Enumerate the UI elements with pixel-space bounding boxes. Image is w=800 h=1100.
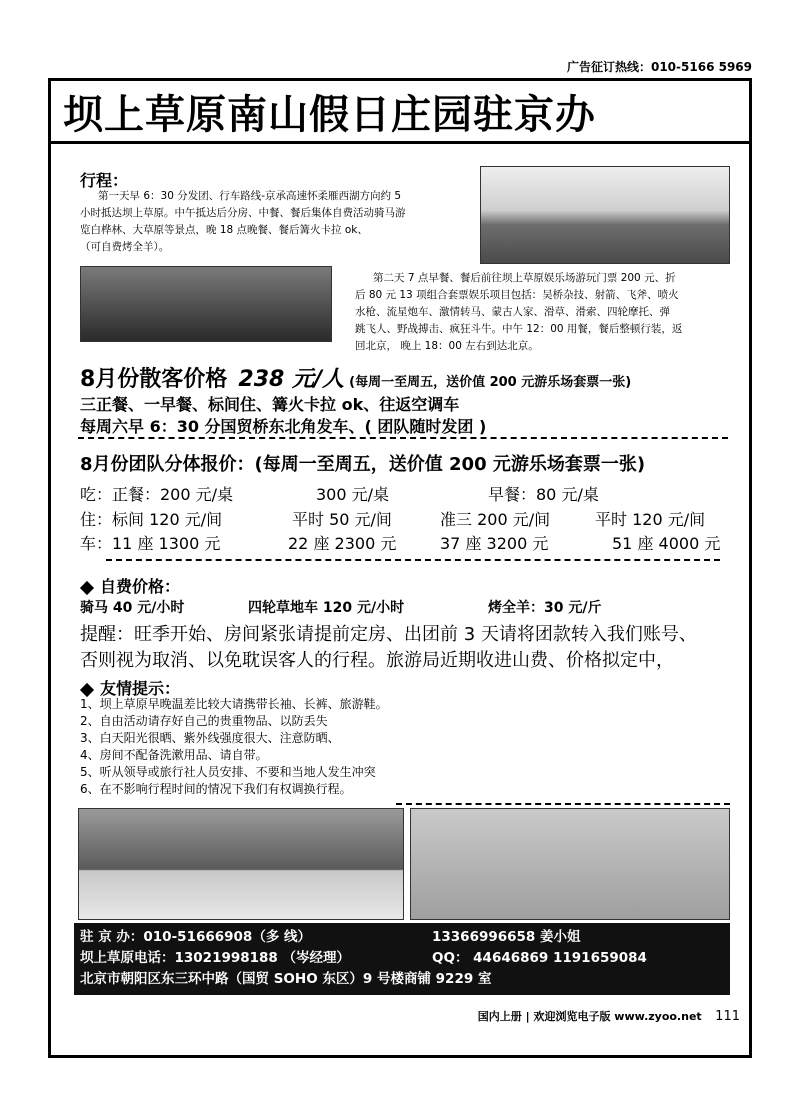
eat-cell: 吃：正餐：200 元/桌 (80, 485, 234, 504)
office-phone: 驻 京 办：010-51666908（多 线） (80, 929, 312, 945)
contact-line (80, 948, 724, 969)
eat-row (80, 482, 720, 505)
self-pay-item: 烤全羊：30 元/斤 (488, 600, 602, 616)
car-row (80, 531, 730, 554)
page-number: 111 (715, 1009, 740, 1024)
contact-box (74, 923, 730, 995)
eat-cell: 300 元/桌 (316, 485, 390, 504)
self-pay-heading-row (82, 574, 180, 597)
divider (78, 437, 728, 439)
title-banner (48, 78, 752, 144)
stay-row (80, 507, 730, 530)
stay-cell: 平时 50 元/间 (292, 510, 392, 529)
self-pay-item: 四轮草地车 120 元/小时 (248, 600, 405, 616)
car-cell: 37 座 3200 元 (440, 534, 549, 553)
farmhouse-photo (480, 166, 730, 264)
office-mobile: 13366996658 姜小姐 (432, 929, 581, 945)
diamond-icon (80, 682, 94, 696)
day2-line: 回北京， 晚上 18：00 左右到达北京。 (355, 340, 539, 352)
day1-line: 览白桦林、大草原等景点，晚 18 点晚餐、餐后篝火卡拉 ok、 (80, 224, 368, 236)
stay-cell: 住：标间 120 元/间 (80, 510, 223, 529)
car-cell: 22 座 2300 元 (288, 534, 397, 553)
list-item: 1、坝上草原早晚温差比较大请携带长袖、长裤、旅游鞋。 (80, 697, 388, 711)
ad-hotline: 广告征订热线：010-5166 5969 (566, 60, 752, 74)
tips-heading: 友情提示： (100, 679, 181, 698)
day2-line: 跳飞人、野战搏击、疯狂斗牛。中午 12：00 用餐，餐后整顿行装，返 (355, 323, 683, 335)
day1-text (80, 188, 478, 256)
car-cell: 51 座 4000 元 (612, 534, 721, 553)
bedroom-photo (78, 808, 404, 920)
day2-line: 水枪、流星炮车、激情转马、蒙古人家、滑草、滑索、四轮摩托、弹 (355, 306, 670, 318)
footer-text: 国内上册 | 欢迎浏览电子版 www.zyoo.net (477, 1010, 702, 1023)
bathroom-photo (410, 808, 730, 920)
address: 北京市朝阳区东三环中路（国贸 SOHO 东区）9 号楼商铺 9229 室 (80, 971, 492, 987)
self-pay-row (80, 597, 680, 617)
contact-line (80, 927, 724, 948)
grassland-phone: 坝上草原电话：13021998188 （岑经理） (80, 950, 351, 966)
bonfire-photo (80, 266, 332, 342)
car-cell: 车：11 座 1300 元 (80, 534, 221, 553)
qq-numbers: QQ： 44646869 1191659084 (432, 950, 647, 966)
list-item: 3、白天阳光很晒、紫外线强度很大、注意防晒、 (80, 731, 340, 745)
self-pay-heading: 自费价格： (100, 577, 181, 596)
footer (478, 1008, 740, 1024)
reminder-line: 否则视为取消、以免耽误客人的行程。旅游局近期收进山费、价格拟定中， (80, 650, 674, 671)
itinerary-heading: 行程： (80, 171, 129, 190)
day1-line: （可自费烤全羊）。 (80, 241, 170, 253)
list-item: 6、在不影响行程时间的情况下我们有权调换行程。 (80, 782, 352, 796)
divider (396, 803, 730, 805)
day2-line: 后 80 元 13 项组合套票娱乐项目包括：吴桥杂技、射箭、飞斧、喷火 (355, 289, 679, 301)
group-price-title: 8月份团队分体报价：(每周一至周五，送价值 200 元游乐场套票一张) (80, 454, 646, 475)
divider (106, 559, 720, 561)
day1-line: 小时抵达坝上草原。中午抵达后分房、中餐、餐后集体自费活动骑马游 (80, 207, 406, 219)
day1-line: 第一天早 6：30 分发团、行车路线-京承高速怀柔雁西湖方向约 5 (98, 190, 402, 202)
self-pay-item: 骑马 40 元/小时 (80, 600, 185, 616)
day2-line: 第二天 7 点早餐、餐后前往坝上草原娱乐场游玩门票 200 元、折 (373, 272, 676, 284)
tips-list (80, 696, 388, 798)
list-item: 2、自由活动请存好自己的贵重物品、以防丢失 (80, 714, 328, 728)
list-item: 4、房间不配备洗漱用品、请自带。 (80, 748, 268, 762)
individual-price-note: (每周一至周五，送价值 200 元游乐场套票一张) (349, 375, 632, 390)
reminder-line: 提醒：旺季开始、房间紧张请提前定房、出团前 3 天请将团款转入我们账号、 (80, 624, 697, 645)
stay-cell: 准三 200 元/间 (440, 510, 551, 529)
individual-price-row (80, 362, 631, 393)
reminder (80, 622, 697, 674)
page-title: 坝上草原南山假日庄园驻京办 (63, 90, 596, 138)
individual-departure: 每周六早 6：30 分国贸桥东北角发车、( 团队随时发团 ) (80, 417, 487, 436)
diamond-icon (80, 580, 94, 594)
day2-text (355, 270, 735, 355)
stay-cell: 平时 120 元/间 (595, 510, 706, 529)
list-item: 5、听从领导或旅行社人员安排、不要和当地人发生冲突 (80, 765, 376, 779)
individual-price-value: 238 元/人 (238, 367, 345, 392)
eat-cell: 早餐：80 元/桌 (488, 485, 599, 504)
individual-includes: 三正餐、一早餐、标间住、篝火卡拉 ok、往返空调车 (80, 395, 460, 414)
individual-price-title: 8月份散客价格 (80, 367, 228, 392)
